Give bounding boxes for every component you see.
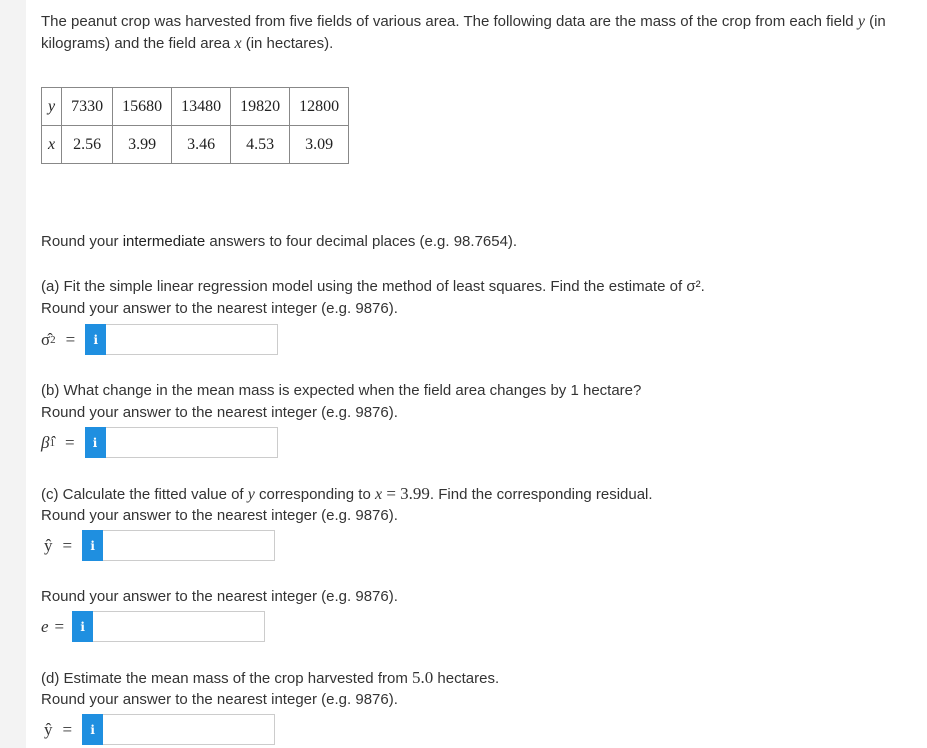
data-table xyxy=(41,87,349,164)
row-label-x: x xyxy=(42,126,62,164)
left-margin-bar xyxy=(0,0,26,748)
info-icon[interactable]: i xyxy=(72,611,93,642)
table-cell: 7330 xyxy=(62,88,113,126)
equals-sign: = xyxy=(54,616,65,636)
part-d-answer-row xyxy=(41,714,275,745)
table-row-x xyxy=(42,126,349,164)
part-b-question: (b) What change in the mean mass is expected when the field area changes by 1 hectare? xyxy=(41,382,642,399)
mean-mass-estimate-input[interactable] xyxy=(103,714,275,745)
equals-sign: = xyxy=(64,432,75,452)
sigma-squared-input[interactable] xyxy=(106,324,278,355)
part-d-rounding: Round your answer to the nearest integer (e.g. 9876). xyxy=(41,691,398,708)
sigma-hat-symbol: σ̂ 2 xyxy=(41,329,56,349)
info-icon[interactable]: i xyxy=(85,427,106,458)
table-row-y xyxy=(42,88,349,126)
y-hat-symbol: ŷ xyxy=(44,535,53,555)
table-cell: 13480 xyxy=(172,88,231,126)
part-b-rounding: Round your answer to the nearest integer (e.g. 9876). xyxy=(41,404,398,421)
table-cell: 4.53 xyxy=(231,126,290,164)
table-cell: 19820 xyxy=(231,88,290,126)
part-a-answer-row xyxy=(41,324,278,355)
table-cell: 2.56 xyxy=(62,126,113,164)
part-a-rounding: Round your answer to the nearest integer (e.g. 9876). xyxy=(41,300,398,317)
part-c-residual-rounding: Round your answer to the nearest integer (e.g. 9876). xyxy=(41,588,398,605)
info-icon[interactable]: i xyxy=(82,530,103,561)
part-a-question: (a) Fit the simple linear regression model using the method of least squares. Find the estimate of σ². xyxy=(41,278,705,295)
table-cell: 3.46 xyxy=(172,126,231,164)
table-cell: 12800 xyxy=(290,88,349,126)
row-label-y: y xyxy=(42,88,62,126)
part-c-rounding: Round your answer to the nearest integer (e.g. 9876). xyxy=(41,507,398,524)
rounding-note: Round your intermediate answers to four decimal places (e.g. 98.7654). xyxy=(41,233,518,250)
problem-statement: The peanut crop was harvested from five fields of various area. The following data are the mass of the crop from each field y (in kilograms) and the field area x (in hectares). xyxy=(41,13,886,52)
table-cell: 3.09 xyxy=(290,126,349,164)
equals-sign: = xyxy=(65,329,76,349)
beta1-input[interactable] xyxy=(106,427,278,458)
table-cell: 15680 xyxy=(113,88,172,126)
equals-sign: = xyxy=(62,535,73,555)
part-c-residual-answer-row xyxy=(41,611,265,642)
table-cell: 3.99 xyxy=(113,126,172,164)
part-c-yhat-answer-row xyxy=(41,530,275,561)
equals-sign: = xyxy=(62,719,73,739)
y-hat-symbol: ŷ xyxy=(44,719,53,739)
beta-hat-symbol: β̂ 1 xyxy=(41,432,55,452)
residual-input[interactable] xyxy=(93,611,265,642)
part-d-question: (d) Estimate the mean mass of the crop harvested from 5.0 hectares. xyxy=(41,668,500,687)
info-icon[interactable]: i xyxy=(85,324,106,355)
info-icon[interactable]: i xyxy=(82,714,103,745)
part-c-question: (c) Calculate the fitted value of y corresponding to x = 3.99. Find the corresponding residual. xyxy=(41,484,653,503)
residual-symbol: e xyxy=(41,616,49,636)
part-b-answer-row xyxy=(41,427,278,458)
fitted-value-input[interactable] xyxy=(103,530,275,561)
